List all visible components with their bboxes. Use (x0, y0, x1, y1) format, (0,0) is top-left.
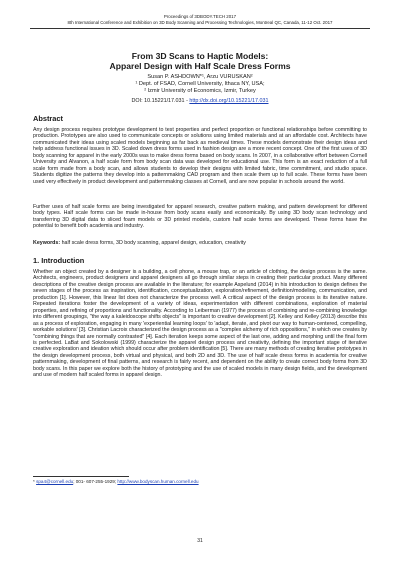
affiliation-1: ¹ Dept. of FSAD, Cornell University, Ithaca NY, USA; (135, 81, 265, 87)
abstract-heading: Abstract (33, 114, 63, 123)
page-number: 31 (197, 538, 203, 544)
doi-line: DOI: 10.15221/17.031 - http://dx.doi.org/10.15221/17.031 (131, 98, 269, 104)
footnote-url-link[interactable]: http://www.bodyscan.human.cornell.edu (117, 479, 199, 484)
abstract-paragraph-2: Further uses of half scale forms are being investigated for apparel research, creative pattern making, and pattern development for different body types. Half scale forms can be made in-house from body scans easily and economically. By using 3D body scan technology and transferring 3D digital data to sliced foam models or 3D printed models, custom half scale forms are developed. These forms have the potential to benefit both academia and industry. (33, 204, 367, 230)
header-rule (30, 28, 370, 29)
keywords (33, 240, 367, 246)
doi-label: DOI: 10.15221/17.031 (131, 98, 185, 104)
paper-title-line2: Apparel Design with Half Scale Dress Forms (109, 61, 291, 71)
footnote-rule (33, 476, 129, 477)
footnote-phone: ; 001- 607-255-1929; (73, 479, 117, 484)
doi-link[interactable]: http://dx.doi.org/10.15221/17.031 (189, 98, 269, 104)
footnote-email-link[interactable]: spa4@cornell.edu (36, 479, 74, 484)
footnote (33, 479, 199, 485)
proceedings-title: Proceedings of 3DBODY.TECH 2017 (163, 14, 237, 19)
introduction-heading: 1. Introduction (33, 256, 85, 265)
keywords-text: half scale dress forms, 3D body scanning, apparel design, education, creativity (60, 240, 246, 246)
keywords-label: Keywords: (33, 240, 61, 246)
paper-title-line1: From 3D Scans to Haptic Models: (131, 51, 269, 61)
abstract-paragraph-1: Any design process requires prototype development to test properties and perfect proportion or functional relationships before committing to production. Prototypes are also used to communicate concepts or solutions using limited materials and at an affordable cost. Architects have communicated their ideas using scaled models beginning as far back as medieval times. These models demonstrate their design ideas and help address functional issues in 3D. Scaled down dress forms used in fashion design are a more recent concept. One of the first uses of 3D body scanning for apparel in the early 2000s was to make dress forms based on body scans. In 2007, in a collaborative effort between Cornell University and Alvanon, a half scale form from body scan data was developed for educational use. This form is an exact reduction of a full scale form made from a body scan, and allows students to develop their designs with limited fabric, time commitment, and studio space. Students digitize the patterns they develop into a patternmaking CAD program and then scale them up to full scale. These forms have been used very effectively in product development and patternmaking classes at Cornell, and are now popular in schools around the world. (33, 127, 367, 185)
author-line: Susan P. ASHDOWN*¹, Arzu VURUSKAN² (147, 74, 253, 80)
introduction-paragraph: Whether an object created by a designer is a building, a cell phone, a mouse trap, or an article of clothing, the design process is the same. Architects, engineers, product designers and apparel designers all go through similar steps in creating their particular product. Many different descriptions of the creative design process are available in the literature; for example Aspelund (2014) in his introduction to design defines the seven stages of the process as inspiration, identification, conceptualization, exploration/refinement, definition/modeling, communication, and production [1]. However, this linear list does not characterize the process well. A critical aspect of the design process is its iterative nature. Repeated iterations foster the development of a variety of ideas, experimentation with different combinations, exploration of material properties, and refining of proportions and functionality. According to Leiberman (1977) the process of combining and re-combining knowledge into different groupings, "the way a kaleidoscope shifts objects" is important to creative development [2]. Kelley and Kelley (2013) describe this as a process of exploration, engaging in many 'experiential learning loops' to 'adapt, iterate, and pivot our way to human-centered, compelling, workable solutions' [3]. Christian Lacroix characterized the design process as a "complex alchemy of rich oppositions," in which one creates by "combining things that are normally contrasted" [4]. Each iteration keeps some aspect of the last one, adding and morphing until the final form is perfected. LaBat and Sokolowski (1999) characterize the apparel design process and creativity, defining the important stage of iterative creative exploration and ideation which should occur after problem identification [5]. There are many methods of creating iterative prototypes in the design development process, both virtual and physical, and both 2D and 3D. The use of half scale dress forms in academia for creative patternmaking, development of final patterns, and research is fairly recent, and dependent on the ability to create correct body forms from 3D body scans. In this paper we explore both the history of prototyping and the use of scaled models in many design fields, and the development and use of modern half scaled forms in apparel design. (33, 269, 367, 379)
conference-line: 8th International Conference and Exhibition on 3D Body Scanning and Processing Technologies, Montreal QC, Canada, 11-12 Oct. 2017 (67, 20, 333, 25)
footnote-marker: * (33, 479, 35, 484)
affiliation-2: ² Izmir University of Economics, Izmir, Turkey (144, 88, 256, 94)
